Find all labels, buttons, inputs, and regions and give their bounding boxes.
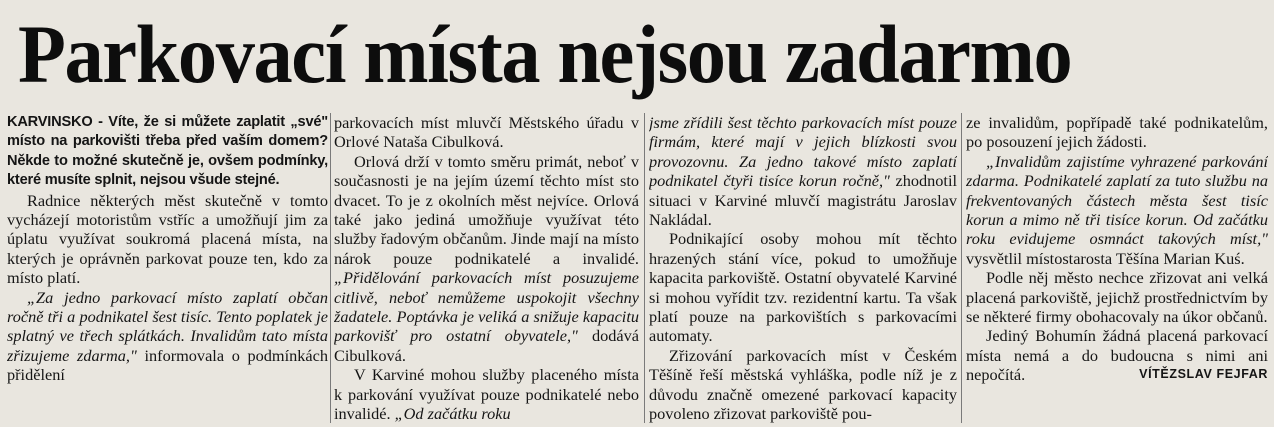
quote: „Přidělování parkovacích míst posuzujeme citlivě, neboť nemůžeme uspokojit všechny žadatele. Poptávka je veliká a snižuje kapacitu parkovišť pro ostatní obyvatele," <box>334 268 639 346</box>
paragraph-text: V Karviné mohou služby placeného místa k parkování využívat pouze podnikatelé nebo invalidé. <box>334 365 639 424</box>
paragraph-text: Orlová drží v tomto směru primát, neboť v současnosti je na jejím území těchto míst sto dvacet. To je z okolních měst nejvíce. Orlová také jako jediná umožňuje využívat této služby řadovým občanům. Jinde mají na místo nárok pouze podnikatelé a invalidé. <box>334 151 639 268</box>
paragraph <box>966 326 1268 384</box>
author-byline: VÍTĚZSLAV FEJFAR <box>1139 367 1268 382</box>
article-column-4 <box>966 113 1268 425</box>
article-headline: Parkovací místa nejsou zadarmo <box>18 8 1072 100</box>
paragraph-text: zhodnotil situaci v Karviné mluvčí magistrátu Jaroslav Nakládal. <box>649 171 957 230</box>
quote: „Invalidům zajistíme vyhrazené parkování zdarma. Podnikatelé zaplatí za tuto službu na frekventovaných částech města šest tisíc korun a mimo ně tři tisíce korun. Od začátku roku evidujeme osmnáct takových míst," <box>966 151 1268 249</box>
quote: jsme zřídili šest těchto parkovacích míst pouze firmám, které mají v jejich blízkosti svou provozovnu. Za jedno takové místo zaplatí podnikatel čtyři tisíce korun ročně," <box>649 113 957 191</box>
paragraph <box>649 113 957 229</box>
paragraph <box>966 152 1268 268</box>
column-divider <box>961 113 962 423</box>
paragraph: ze invalidům, popřípadě také podnikatelům, po posouzení jejich žádosti. <box>966 113 1268 152</box>
paragraph-text: informovala o podmínkách přidělení <box>7 345 328 385</box>
quote: „Od začátku roku <box>390 404 511 424</box>
paragraph-text: Jediný Bohumín žádná placená parkovací místa nemá a do budoucna s nimi ani nepočítá. <box>966 326 1268 385</box>
article-column-2 <box>334 113 639 425</box>
paragraph <box>7 288 328 385</box>
quote: „Za jedno parkovací místo zaplatí občan ročně tři a podnikatel šest tisíc. Tento poplatek je splatný ve třech splátkách. Invalidům tato místa zřizujeme zdarma," <box>7 287 328 365</box>
article-column-1 <box>7 113 328 425</box>
column-divider <box>330 113 331 423</box>
paragraph-text: dodává Cibulková. <box>334 326 639 365</box>
column-divider <box>644 113 645 423</box>
paragraph: Podle něj město nechce zřizovat ani velká placená parkoviště, jejichž prostřednictvím by se některé firmy obohacovaly na úkor občanů. <box>966 268 1268 327</box>
paragraph: Podnikající osoby mohou mít těchto hrazených stání více, pokud to umožňuje kapacita parkoviště. Ostatní obyvatelé Karviné si mohou vyřídit tzv. rezidentní kartu. Ta však platí pouze na parkovištích s parkovacími automaty. <box>649 229 957 346</box>
paragraph: parkovacích míst mluvčí Městského úřadu v Orlové Nataša Cibulková. <box>334 113 639 152</box>
paragraph: Radnice některých měst skutečně v tomto vycházejí motoristům vstříc a umožňují jim za úplatu využívat soukromá placená místa, na kterých je oprávněn parkovat pouze ten, kdo za místo platí. <box>7 190 328 288</box>
paragraph-text: vysvětlil místostarosta Těšína Marian Kuś. <box>966 248 1245 268</box>
paragraph <box>334 152 639 365</box>
article-column-3 <box>649 113 957 425</box>
paragraph <box>334 365 639 423</box>
article-lead: KARVINSKO - Víte, že si můžete zaplatit „své" místo na parkovišti třeba před vaším domem? Někde to možné skutečně je, ovšem podmínky, které musíte splnit, nejsou všude stejné. <box>7 114 328 189</box>
paragraph: Zřizování parkovacích míst v Českém Těšíně řeší městská vyhláška, podle níž je z důvodu značně omezené parkovací kapacity povoleno zřizovat parkoviště pou- <box>649 345 957 424</box>
